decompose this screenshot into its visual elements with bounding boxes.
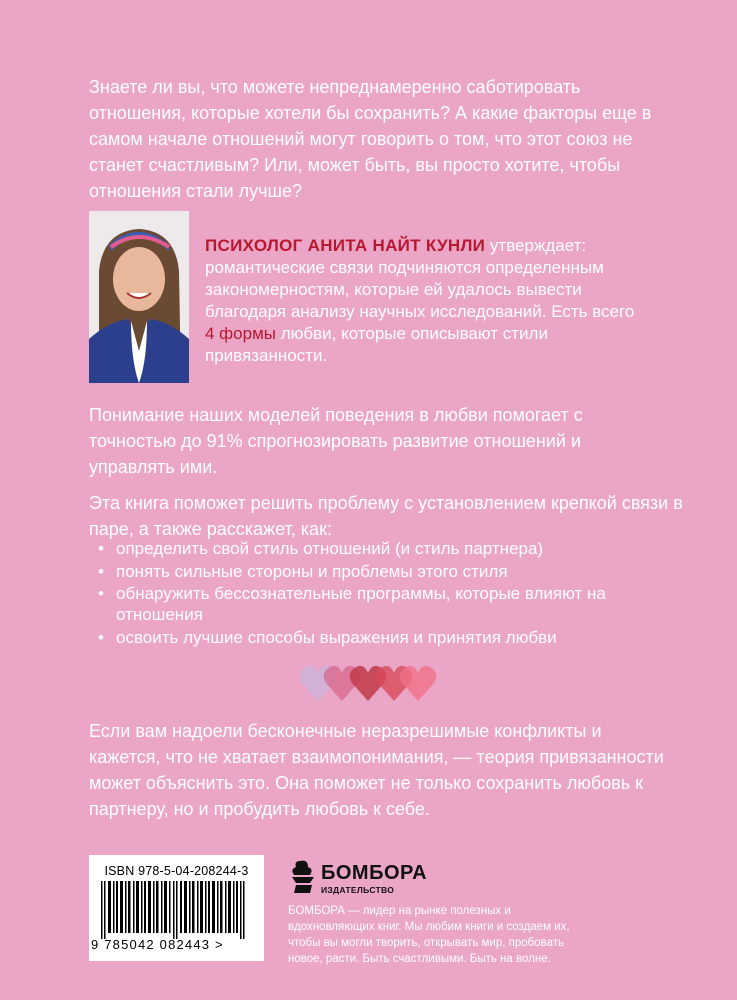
book-help-paragraph: Эта книга поможет решить проблему с установлением крепкой связи в паре, а также расскажет, как: [89,493,683,539]
bombora-logo-icon [288,859,318,895]
author-text-part1: утверждает: романтические связи подчиняются определенным закономерностям, которые ей удалось вывести благодаря анализу научных исследований. Есть всего [205,236,635,321]
benefits-list [98,538,688,649]
list-item: • обнаружить бессознательные программы, которые влияют на отношения [98,584,606,624]
publisher-description: БОМБОРА — лидер на рынке полезных и вдохновляющих книг. Мы любим книги и создаем их, чтобы вы могли творить, открывать мир, пробовать новое, расти. Быть счастливыми. Быть на волне. [288,905,570,965]
list-item: • понять сильные стороны и проблемы этого стиля [98,561,508,581]
hearts-decoration [298,661,438,703]
four-forms-highlight: 4 формы [205,324,276,343]
intro-paragraph: Знаете ли вы, что можете непреднамеренно саботировать отношения, которые хотели бы сохранить? А какие факторы еще в самом начале отношений могут говорить о том, что этот союз не станет счастливым? Или, может быть, вы просто хотите, чтобы отношения стали лучше? [89,77,652,201]
bullet-dot: • [98,561,104,581]
publisher-logo-name: БОМБОРА [321,862,428,884]
author-block [89,211,689,383]
closing-paragraph: Если вам надоели бесконечные неразрешимые конфликты и кажется, что не хватает взаимопонимания, — теория привязанности может объяснить это. Она поможет не только сохранить любовь к партнеру, но и пробудить любовь к себе. [89,721,664,819]
bullet-dot: • [98,539,104,558]
author-photo [89,211,189,383]
barcode-bars [101,881,253,939]
publisher-logo-subtitle: ИЗДАТЕЛЬСТВО [321,885,395,895]
publisher-block [288,855,688,975]
barcode [89,855,264,961]
bullet-dot: • [98,584,104,603]
author-description [205,235,645,367]
list-item: • освоить лучшие способы выражения и принятия любви [98,627,557,647]
bullet-dot: • [98,627,104,647]
author-name: ПСИХОЛОГ АНИТА НАЙТ КУНЛИ [205,236,486,255]
list-item: • определить свой стиль отношений (и стиль партнера) [98,539,544,558]
author-text-part2: любви, которые описывают стили привязанности. [205,324,548,365]
heart-icon [400,666,437,701]
barcode-digits: 9 785042 082443 > [91,937,224,952]
isbn-label: ISBN 978-5-04-208244-3 [104,864,249,878]
understanding-paragraph: Понимание наших моделей поведения в любви помогает с точностью до 91% спрогнозировать развитие отношений и управлять ими. [89,405,583,477]
